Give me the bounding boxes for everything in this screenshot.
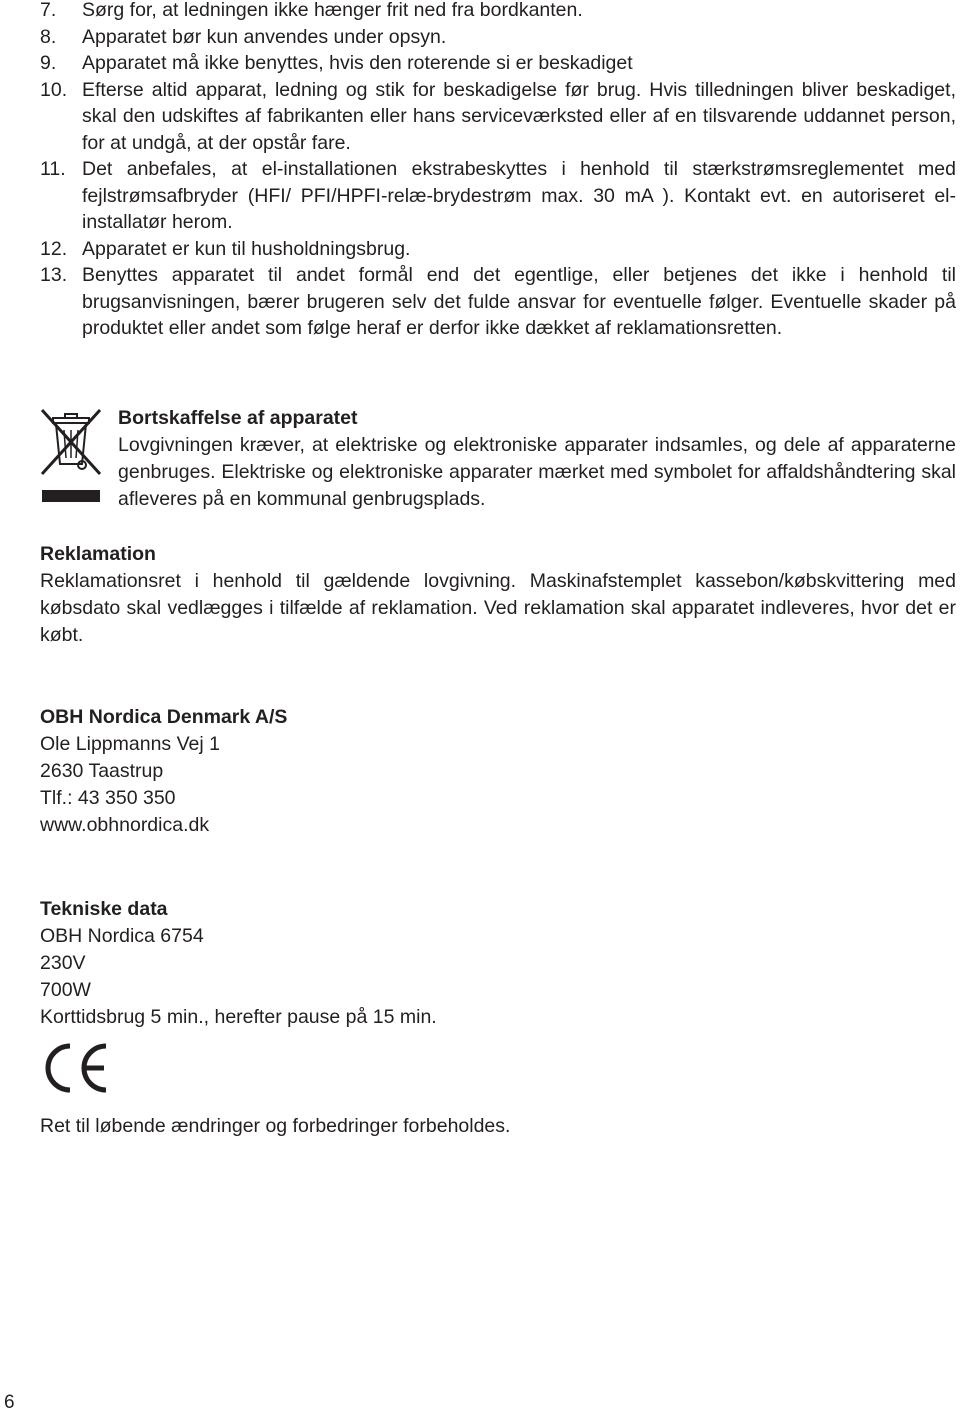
list-item	[40, 156, 956, 236]
list-number: 11.	[40, 158, 66, 180]
list-item	[40, 50, 956, 77]
list-item	[40, 24, 956, 51]
reklamation-section	[40, 541, 956, 649]
company-street: Ole Lippmanns Vej 1	[40, 733, 220, 755]
footer-note: Ret til løbende ændringer og forbedringer forbeholdes.	[40, 1115, 511, 1137]
reklamation-text: Reklamationsret i henhold til gældende lovgivning. Maskinafstemplet kassebon/købskvittering med købsdato skal vedlægges i tilfælde af reklamation. Ved reklamation skal apparatet indleveres, hvor det er købt.	[40, 570, 956, 646]
list-number: 7.	[40, 0, 57, 21]
company-address	[40, 704, 956, 839]
disposal-section	[118, 405, 956, 513]
list-text: Apparatet må ikke benyttes, hvis den roterende si er beskadiget	[82, 52, 633, 74]
company-city: 2630 Taastrup	[40, 760, 164, 782]
disposal-text: Lovgivningen kræver, at elektriske og elektroniske apparater indsamles, og dele af apparaterne genbruges. Elektriske og elektroniske apparater mærket med symbolet for affaldshåndtering skal afleveres på en kommunal genbrugsplads.	[118, 434, 956, 510]
list-text: Det anbefales, at el-installationen ekstrabeskyttes i henhold til stærkstrømsreglementet med fejlstrømsafbryder (HFI/ PFI/HPFI-relæ-brydestrøm max. 30 mA ). Kontakt evt. en autoriseret el-installatør herom.	[82, 158, 956, 233]
safety-list	[40, 0, 956, 342]
weee-crossed-bin-icon	[38, 406, 104, 506]
list-item	[40, 236, 956, 263]
list-number: 12.	[40, 237, 68, 260]
list-number: 8.	[40, 25, 57, 48]
disposal-heading: Bortskaffelse af apparatet	[118, 407, 358, 429]
company-name: OBH Nordica Denmark A/S	[40, 706, 288, 728]
list-number: 10.	[40, 78, 68, 101]
tech-voltage: 230V	[40, 952, 86, 974]
tech-usage: Korttidsbrug 5 min., herefter pause på 15 min.	[40, 1006, 437, 1028]
list-item	[40, 262, 956, 342]
ce-mark-icon	[40, 1040, 112, 1096]
list-text: Apparatet er kun til husholdningsbrug.	[82, 237, 411, 260]
company-web: www.obhnordica.dk	[40, 814, 210, 836]
list-text: Efterse altid apparat, ledning og stik for beskadigelse før brug. Hvis tilledningen bliver beskadiget, skal den udskiftes af fabrikanten eller hans serviceværksted eller af en tilsvarende uddannet person, for at undgå, at der opstår fare.	[82, 78, 956, 154]
list-text: Apparatet bør kun anvendes under opsyn.	[82, 25, 447, 48]
company-phone: Tlf.: 43 350 350	[40, 787, 176, 809]
list-number: 13.	[40, 264, 68, 286]
list-item	[40, 77, 956, 157]
list-item	[40, 0, 956, 24]
tech-model: OBH Nordica 6754	[40, 925, 204, 947]
tech-heading: Tekniske data	[40, 898, 168, 920]
list-text: Sørg for, at ledningen ikke hænger frit ned fra bordkanten.	[82, 0, 583, 21]
tech-power: 700W	[40, 979, 91, 1001]
reklamation-heading: Reklamation	[40, 543, 156, 565]
tech-data-section	[40, 896, 956, 1031]
list-text: Benyttes apparatet til andet formål end det egentlige, eller betjenes det ikke i henhold til brugsanvisningen, bærer brugeren selv det fulde ansvar for eventuelle følger. Eventuelle skader på produktet eller andet som følge heraf er derfor ikke dækket af reklamationsretten.	[82, 264, 956, 339]
list-number: 9.	[40, 52, 57, 74]
page-number: 6	[4, 1392, 15, 1413]
